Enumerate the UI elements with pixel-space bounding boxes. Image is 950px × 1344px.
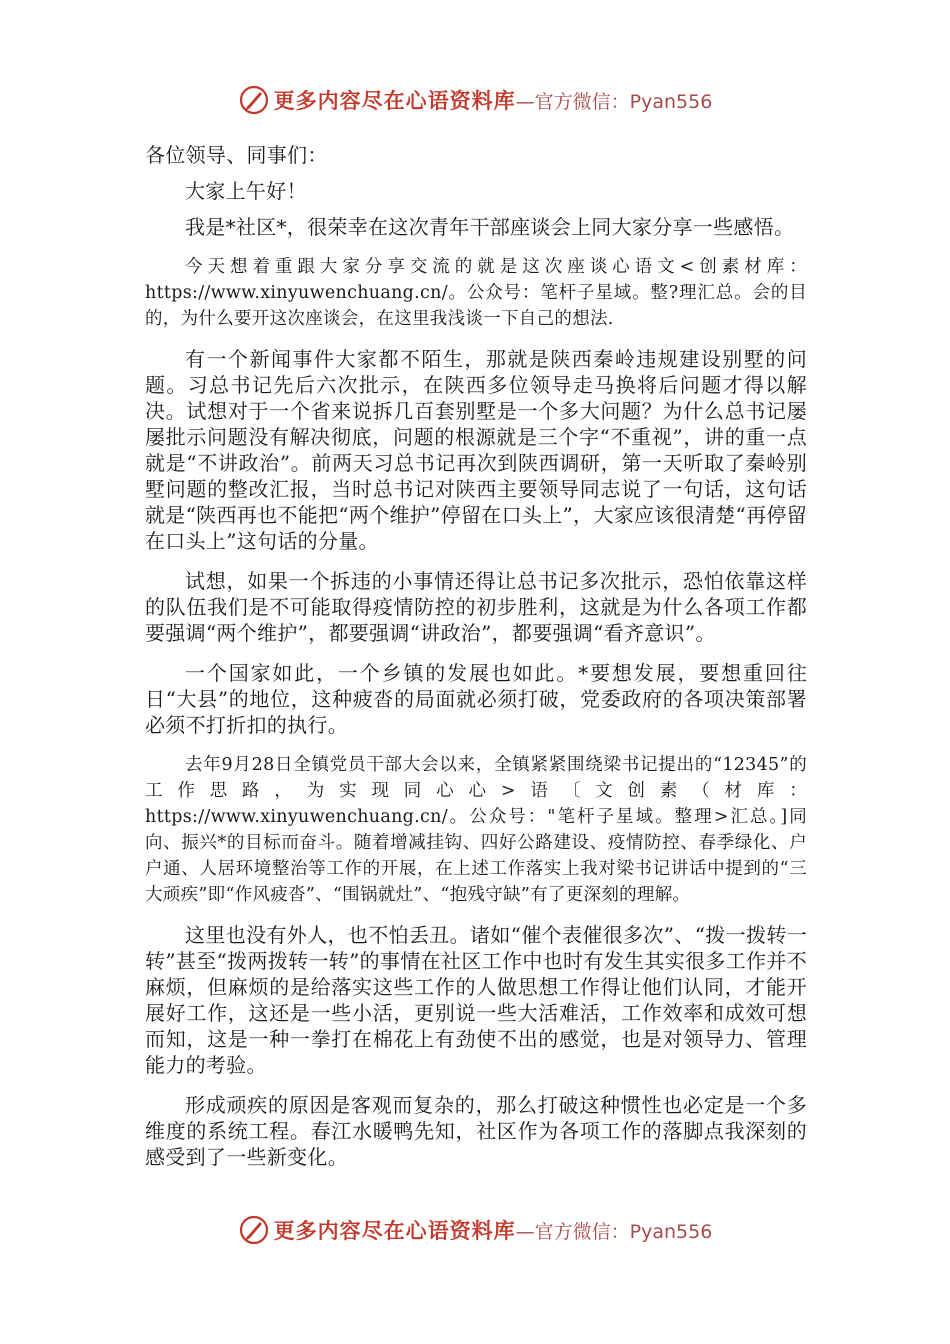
paragraph-country-town: 一个国家如此，一个乡镇的发展也如此。*要想发展，要想重回往日“大县”的地位，这种疲沓的局面就必须打破，党委政府的各项决策部署必须不打折扣的执行。 [145, 661, 807, 737]
document-body [145, 142, 807, 1184]
quill-logo-icon [238, 1214, 270, 1246]
footer-banner [0, 1210, 950, 1250]
header-banner [0, 80, 950, 120]
paragraph-last-year: 去年9月28日全镇党员干部大会以来，全镇紧紧围绕梁书记提出的“12345”的工作思路，为实现同心心>语〔文创素（材库：https://www.xinyuwenchuang.cn/。公众号："笔杆子星域。整理>汇总。]同向、振兴*的目标而奋斗。随着增减挂钩、四好公路建设、疫情防控、春季绿化、户户通、人居环境整治等工作的开展，在上述工作落实上我对梁书记讲话中提到的“三大顽疾”即“作风疲沓”、“围锅就灶”、“抱残守缺”有了更深刻的理解。 [145, 755, 807, 905]
banner-sub-text: —官方微信：Pyan556 [515, 90, 713, 113]
salutation: 各位领导、同事们： [145, 143, 328, 167]
banner-main-text: 更多内容尽在心语资料库 [273, 88, 516, 113]
paragraph-intro: 我是*社区*，很荣幸在这次青年干部座谈会上同大家分享一些感悟。 [185, 215, 795, 239]
banner-main-text: 更多内容尽在心语资料库 [273, 1218, 516, 1243]
paragraph-imagine: 试想，如果一个拆违的小事情还得让总书记多次批示，恐怕依靠这样的队伍我们是不可能取得疫情防控的初步胜利，这就是为什么各项工作都要强调“两个维护”，都要强调“讲政治”，都要强调“看齐意识”。 [145, 569, 807, 645]
greeting: 大家上午好！ [185, 179, 307, 203]
banner-sub-text: —官方微信：Pyan556 [515, 1220, 713, 1243]
paragraph-news-event: 有一个新闻事件大家都不陌生，那就是陕西秦岭违规建设别墅的问题。习总书记先后六次批示，在陕西多位领导走马换将后问题才得以解决。试想对于一个省来说拆几百套别墅是一个多大问题？为什么总书记屡屡批示问题没有解决彻底，问题的根源就是三个字“不重视”，讲的重一点就是“不讲政治”。前两天习总书记再次到陕西调研，第一天听取了秦岭别墅问题的整改汇报，当时总书记对陕西主要领导同志说了一句话，这句话就是“陕西再也不能把“两个维护”停留在口头上”，大家应该很清楚“再停留在口头上”这句话的分量。 [145, 347, 807, 553]
quill-logo-icon [238, 84, 270, 116]
paragraph-no-outsiders: 这里也没有外人，也不怕丢丑。诸如“催个表催很多次”、“拨一拨转一转”甚至“拨两拨转一转”的事情在社区工作中也时有发生其实很多工作并不麻烦，但麻烦的是给落实这些工作的人做思想工作得让他们认同，才能开展好工作，这还是一些小活，更别说一些大活难活，工作效率和成效可想而知，这是一种一拳打在棉花上有劲使不出的感觉，也是对领导力、管理能力的考验。 [145, 923, 807, 1077]
paragraph-purpose: 今天想着重跟大家分享交流的就是这次座谈心语文<创素材库：https://www.xinyuwenchuang.cn/。公众号：笔杆子星域。整?理汇总。会的目的，为什么要开这次座谈会，在这里我浅谈一下自己的想法. [145, 257, 807, 329]
paragraph-causes: 形成顽疾的原因是客观而复杂的，那么打破这种惯性也必定是一个多维度的系统工程。春江水暖鸭先知，社区作为各项工作的落脚点我深刻的感受到了一些新变化。 [145, 1093, 807, 1169]
